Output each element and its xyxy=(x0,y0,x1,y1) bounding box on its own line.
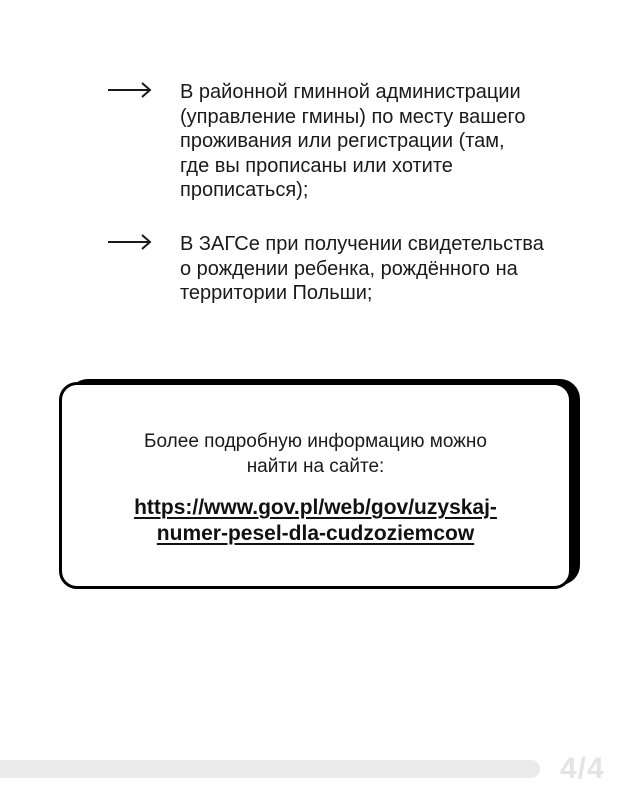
bullet-text: В районной гминной администрации (управление гмины) по месту вашего проживания или регистрации (там, где вы прописаны или хотите прописаться); xyxy=(180,81,526,201)
progress-bar xyxy=(0,760,540,778)
page-indicator: 4/4 xyxy=(560,752,605,785)
info-card xyxy=(59,382,572,589)
progress-fill xyxy=(0,760,540,778)
website-link[interactable]: https://www.gov.pl/web/gov/uzyskaj- numer-pesel-dla-cudzoziemcow xyxy=(134,496,497,545)
bullet-text: В ЗАГСе при получении свидетельства о рождении ребенка, рождённого на территории Польши; xyxy=(180,233,544,304)
info-card-text: Более подробную информацию можно найти на сайте: xyxy=(144,431,487,477)
arrow-right-icon xyxy=(108,232,154,252)
arrow-right-icon xyxy=(108,80,154,100)
